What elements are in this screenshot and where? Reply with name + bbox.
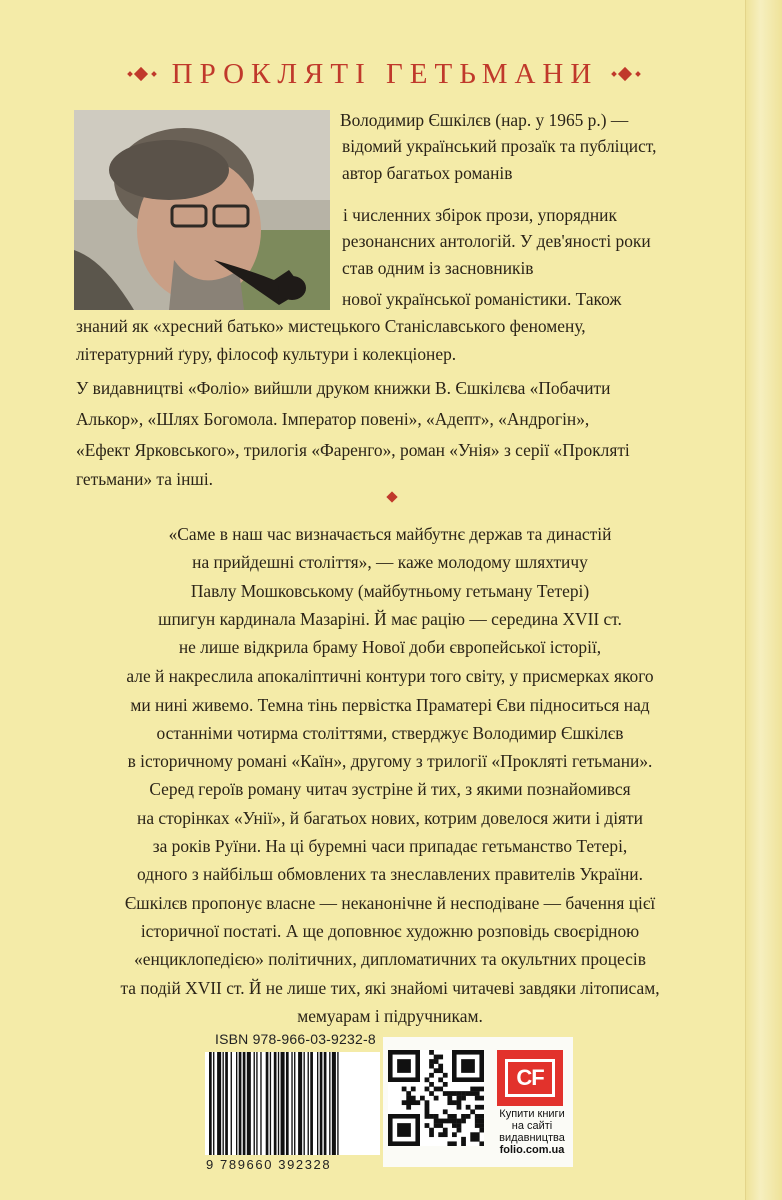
bio-line: літературний ґуру, філософ культури і колекціонер.	[76, 344, 457, 364]
bio-line: став одним із засновників	[342, 258, 534, 278]
isbn: ISBN 978-966-03-9232-8	[215, 1031, 376, 1047]
annotation-line: за років Руїни. На ці буремні часи припадає гетьманство Тетері,	[152, 836, 628, 856]
annotation-line: на прийдешні століття», — каже молодому шляхтичу	[192, 552, 588, 572]
annotation-line: мемуарам і підручникам.	[297, 1006, 483, 1026]
annotation-line: в історичному романі «Каїн», другому з трилогії «Прокляті гетьмани».	[127, 751, 653, 771]
buy-line: Купити книги	[499, 1108, 565, 1120]
annotation-line: Павлу Мошковському (майбутньому гетьману Тетері)	[190, 581, 590, 601]
annotation-line: «Саме в наш час визначається майбутнє держав та династій	[168, 524, 612, 544]
bio-line: гетьмани» та інші.	[76, 469, 214, 489]
annotation-line: історичної постаті. А ще доповнює художню розповідь своєрідною	[140, 921, 640, 941]
publisher-logo-icon	[497, 1050, 563, 1106]
publisher-site: folio.com.ua	[499, 1144, 565, 1156]
diamond-ornament-icon	[612, 67, 642, 81]
annotation-line: Єшкілєв пропонує власне — неканонічне й несподіване — бачення цієї	[124, 893, 656, 913]
bio-line: Алькор», «Шлях Богомола. Імператор повені», «Адепт», «Андрогін»,	[76, 409, 590, 429]
annotation-line: на сторінках «Унії», й багатьох нових, котрим довелося жити і діяти	[137, 808, 643, 828]
bio-line: У видавництві «Фоліо» вийшли друком книжки В. Єшкілєва «Побачити	[76, 378, 611, 398]
barcode-number: 9 789660 392328	[206, 1157, 332, 1172]
annotation-line: одного з найбільш обмовлених та знеславлених правителів України.	[137, 864, 643, 884]
annotation-line: «енциклопедією» політичних, дипломатичних та окультних процесів	[134, 949, 646, 969]
bio-line: відомий український прозаїк та публіцист,	[342, 136, 657, 156]
publisher-logo-text: CF	[505, 1059, 555, 1097]
diamond-separator-icon	[386, 491, 397, 502]
annotation-line: Серед героїв роману читач зустріне й тих, з якими познайомився	[149, 779, 631, 799]
annotation-line: ми нині живемо. Темна тінь первістка Праматері Єви підноситься над	[130, 695, 650, 715]
annotation-line: останніми чотирма століттями, стверджує Володимир Єшкілєв	[156, 723, 624, 743]
annotation-line: але й накреслила апокаліптичні контури того світу, у присмерках якого	[126, 666, 654, 686]
buy-line: на сайті	[511, 1120, 553, 1132]
bio-line: Володимир Єшкілєв (нар. у 1965 р.) —	[340, 110, 629, 130]
buy-online-text	[494, 1108, 570, 1156]
bio-line: і численних збірок прози, упорядник	[343, 205, 617, 225]
barcode	[205, 1052, 380, 1155]
diamond-ornament-icon	[128, 67, 158, 81]
bio-line: знаний як «хресний батько» мистецького Станіславського феномену,	[76, 316, 586, 336]
annotation-line: шпигун кардинала Мазаріні. Й має рацію — середина XVII ст.	[158, 609, 622, 629]
bio-line: резонансних антологій. У дев'яності роки	[342, 231, 651, 251]
buy-line: видавництва	[499, 1132, 565, 1144]
bio-line: нової української романістики. Також	[342, 289, 622, 309]
annotation-line: та подій XVII ст. Й не лише тих, які знайомі читачеві завдяки літописам,	[120, 978, 660, 998]
annotation-line: не лише відкрила браму Нової доби європейської історії,	[178, 637, 602, 657]
bio-line: «Ефект Ярковського», трилогія «Фаренго», роман «Унія» з серії «Прокляті	[76, 440, 630, 460]
qr-code-icon	[388, 1050, 484, 1146]
series-title-text: ПРОКЛЯТІ ГЕТЬМАНИ	[171, 57, 599, 90]
series-title	[70, 54, 700, 94]
author-photo	[74, 110, 330, 310]
bio-line: автор багатьох романів	[342, 163, 513, 183]
